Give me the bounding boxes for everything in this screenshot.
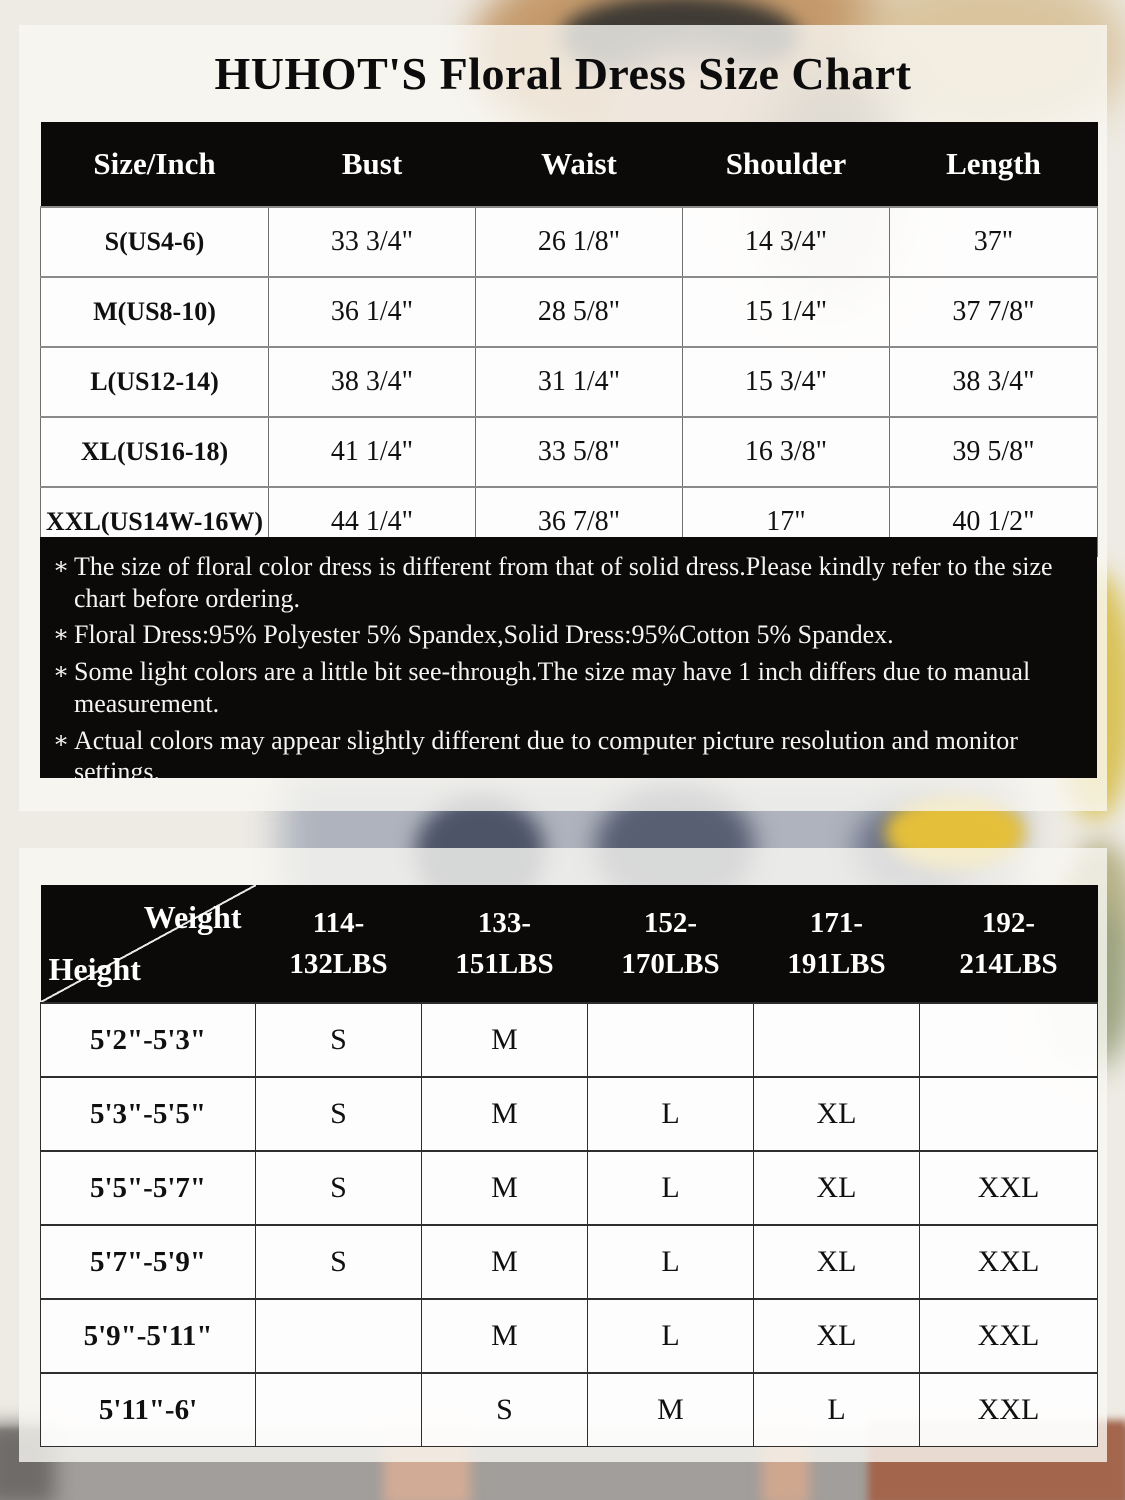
shoulder-value: 15 3/4"	[683, 347, 890, 417]
weight-range-line: 214LBS	[959, 947, 1058, 980]
fit-size-cell: S	[256, 1077, 422, 1151]
fit-size-cell: L	[754, 1373, 920, 1447]
fit-size-cell	[920, 1077, 1098, 1151]
column-header-shoulder: Shoulder	[683, 122, 890, 207]
size-table-header-row	[41, 122, 1098, 207]
fit-size-cell: M	[422, 1151, 588, 1225]
fit-size-cell	[588, 1003, 754, 1077]
fit-size-cell: L	[588, 1077, 754, 1151]
waist-value: 33 5/8"	[476, 417, 683, 487]
asterisk-bullet-icon: ∗	[52, 622, 70, 649]
fit-size-cell: XL	[754, 1077, 920, 1151]
fit-row	[41, 1299, 1098, 1373]
bust-value: 33 3/4"	[269, 207, 476, 277]
weight-range-line: 170LBS	[621, 947, 720, 980]
note-text: Floral Dress:95% Polyester 5% Spandex,Solid Dress:95%Cotton 5% Spandex.	[74, 620, 894, 650]
asterisk-bullet-icon: ∗	[52, 727, 70, 754]
height-axis-label: Height	[48, 951, 141, 988]
fit-size-cell: S	[256, 1003, 422, 1077]
fit-size-cell: L	[588, 1225, 754, 1299]
height-range-label: 5'7"-5'9"	[41, 1225, 256, 1299]
fit-row	[41, 1151, 1098, 1225]
table-row-m	[41, 277, 1098, 347]
height-range-label: 5'3"-5'5"	[41, 1077, 256, 1151]
fit-size-cell: M	[422, 1077, 588, 1151]
fit-size-cell: S	[256, 1225, 422, 1299]
weight-range-line: 151LBS	[455, 947, 554, 980]
fit-size-cell	[256, 1373, 422, 1447]
fit-size-cell: XXL	[920, 1225, 1098, 1299]
weight-range-line: 114-	[312, 906, 365, 939]
fit-size-cell: M	[422, 1225, 588, 1299]
fit-size-cell: M	[422, 1299, 588, 1373]
fit-size-cell: XL	[754, 1151, 920, 1225]
column-header-size: Size/Inch	[41, 122, 269, 207]
bust-value: 38 3/4"	[269, 347, 476, 417]
fit-row	[41, 1373, 1098, 1447]
weight-column-header	[588, 885, 754, 1003]
column-header-bust: Bust	[269, 122, 476, 207]
length-value: 37 7/8"	[890, 277, 1098, 347]
fit-size-cell: S	[422, 1373, 588, 1447]
height-range-label: 5'5"-5'7"	[41, 1151, 256, 1225]
size-label: S(US4-6)	[41, 207, 269, 277]
fit-size-cell: L	[588, 1299, 754, 1373]
asterisk-bullet-icon: ∗	[52, 554, 70, 580]
fit-size-cell	[754, 1003, 920, 1077]
shoulder-value: 14 3/4"	[683, 207, 890, 277]
fit-row	[41, 1225, 1098, 1299]
fit-row	[41, 1077, 1098, 1151]
size-label: XXL(US14W-16W)	[41, 487, 269, 557]
table-row-xl	[41, 417, 1098, 487]
size-chart-panel	[19, 25, 1107, 811]
size-label: L(US12-14)	[41, 347, 269, 417]
note-text: Actual colors may appear slightly different due to computer picture resolution and monitor settings.	[74, 725, 1018, 787]
note-item	[48, 725, 1083, 788]
fit-size-cell	[920, 1003, 1098, 1077]
corner-cell	[41, 885, 256, 1003]
table-row-l	[41, 347, 1098, 417]
waist-value: 26 1/8"	[476, 207, 683, 277]
waist-value: 31 1/4"	[476, 347, 683, 417]
weight-range-line: 152-	[643, 906, 698, 939]
shoulder-value: 17"	[683, 487, 890, 557]
table-row-s	[41, 207, 1098, 277]
fit-size-cell: XXL	[920, 1299, 1098, 1373]
fit-size-cell: XL	[754, 1225, 920, 1299]
note-item	[48, 551, 1083, 614]
waist-value: 28 5/8"	[476, 277, 683, 347]
note-item	[48, 656, 1083, 719]
length-value: 38 3/4"	[890, 347, 1098, 417]
waist-value: 36 7/8"	[476, 487, 683, 557]
length-value: 40 1/2"	[890, 487, 1098, 557]
height-range-label: 5'9"-5'11"	[41, 1299, 256, 1373]
weight-range-line: 171-	[809, 906, 864, 939]
fit-size-cell	[256, 1299, 422, 1373]
weight-range-line: 132LBS	[289, 947, 388, 980]
bust-value: 44 1/4"	[269, 487, 476, 557]
size-label: XL(US16-18)	[41, 417, 269, 487]
weight-column-header	[920, 885, 1098, 1003]
fit-size-cell: S	[256, 1151, 422, 1225]
weight-range-line: 191LBS	[787, 947, 886, 980]
size-measurement-table	[40, 122, 1098, 557]
weight-column-header	[422, 885, 588, 1003]
fit-size-cell: XXL	[920, 1373, 1098, 1447]
column-header-length: Length	[890, 122, 1098, 207]
asterisk-bullet-icon: ∗	[52, 659, 70, 686]
fit-size-cell: M	[422, 1003, 588, 1077]
length-value: 37"	[890, 207, 1098, 277]
height-weight-fit-table	[40, 885, 1098, 1447]
note-item	[48, 619, 1083, 651]
weight-range-line: 133-	[477, 906, 532, 939]
bust-value: 36 1/4"	[269, 277, 476, 347]
note-text: The size of floral color dress is different from that of solid dress.Please kindly refer to the size chart before ordering.	[74, 552, 1053, 613]
note-text: Some light colors are a little bit see-through.The size may have 1 inch differs due to manual measurement.	[74, 657, 1031, 718]
notes-box	[40, 537, 1097, 787]
fit-size-cell: L	[588, 1151, 754, 1225]
fit-table-header-row	[41, 885, 1098, 1003]
weight-column-header	[754, 885, 920, 1003]
length-value: 39 5/8"	[890, 417, 1098, 487]
weight-range-line: 192-	[981, 906, 1036, 939]
weight-column-header	[256, 885, 422, 1003]
bust-value: 41 1/4"	[269, 417, 476, 487]
height-range-label: 5'2"-5'3"	[41, 1003, 256, 1077]
fit-size-cell: XXL	[920, 1151, 1098, 1225]
shoulder-value: 16 3/8"	[683, 417, 890, 487]
page-title: HUHOT'S Floral Dress Size Chart	[214, 48, 912, 99]
shoulder-value: 15 1/4"	[683, 277, 890, 347]
size-label: M(US8-10)	[41, 277, 269, 347]
height-range-label: 5'11"-6'	[41, 1373, 256, 1447]
fit-guide-panel	[19, 848, 1107, 1462]
fit-row	[41, 1003, 1098, 1077]
weight-axis-label: Weight	[143, 899, 242, 935]
fit-size-cell: XL	[754, 1299, 920, 1373]
column-header-waist: Waist	[476, 122, 683, 207]
fit-size-cell: M	[588, 1373, 754, 1447]
